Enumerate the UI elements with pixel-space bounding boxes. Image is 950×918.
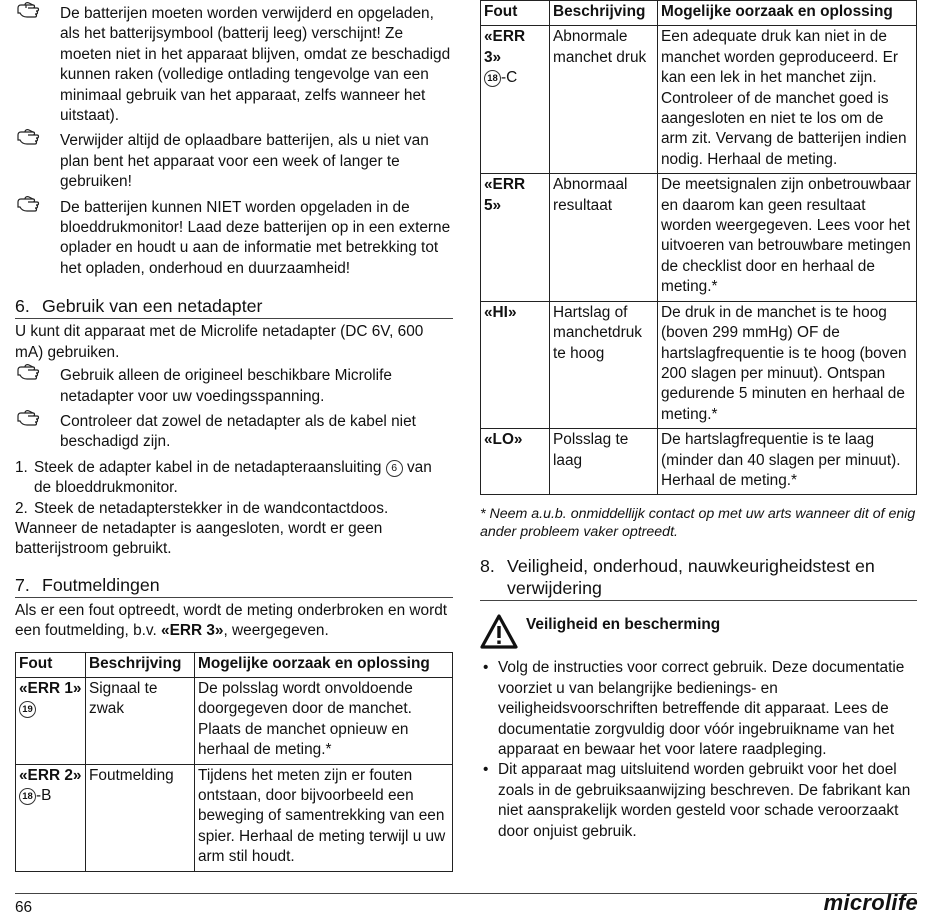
reference-number: 6 xyxy=(386,460,403,477)
section-heading xyxy=(480,555,917,601)
error-code-cell xyxy=(16,677,86,764)
bullet-text: De batterijen moeten worden verwijderd en opgeladen, als het batterijsymbool (batterij leeg) verschijnt! Ze moeten niet in het apparaat blijven, omdat ze beschadigd kunnen raken (volledige ontlading tengevolge van een minimaal gebruik van het apparaat, zelfs wanneer het uitstaat). xyxy=(60,5,451,125)
step-text: van de bloeddrukmonitor. xyxy=(34,458,432,497)
note-bullet xyxy=(15,366,453,407)
subheading-title: Veiligheid en bescherming xyxy=(526,616,721,634)
reference-suffix: -C xyxy=(501,69,518,87)
footer-divider xyxy=(15,893,917,894)
brand-logo: microlife xyxy=(823,890,918,915)
error-code-cell: «LO» xyxy=(481,429,550,495)
reference-number: 18 xyxy=(19,788,36,805)
bullet-text: Controleer dat zowel de netadapter als de kabel niet beschadigd zijn. xyxy=(60,412,416,451)
section-number: 8. xyxy=(480,556,495,577)
footnote: * Neem a.u.b. onmiddellijk contact op met uw arts wanneer dit of enig ander probleem vaker optreedt. xyxy=(480,506,916,540)
description-cell: Foutmelding xyxy=(86,764,195,871)
reference-number: 19 xyxy=(19,701,36,718)
error-code-cell: «HI» xyxy=(481,301,550,428)
column-header: Mogelijke oorzaak en oplossing xyxy=(195,652,453,677)
pointing-hand-icon xyxy=(17,362,45,382)
section-heading xyxy=(15,574,453,598)
error-code-cell: «ERR 5» xyxy=(481,174,550,301)
paragraph-text: , weergegeven. xyxy=(223,622,329,640)
section-title: Gebruik van een netadapter xyxy=(42,296,263,317)
column-header: Beschrijving xyxy=(86,652,195,677)
table-row xyxy=(16,677,453,764)
note-bullet xyxy=(15,412,453,453)
list-item xyxy=(480,760,917,842)
section-title: Foutmeldingen xyxy=(42,574,160,595)
description-cell: Hartslag of manchetdruk te hoog xyxy=(550,301,658,428)
error-code: «ERR 3» xyxy=(161,622,224,640)
left-column xyxy=(15,0,453,872)
solution-cell: De hartslagfrequentie is te laag (minder dan 40 slagen per minuut). Herhaal de meting.* xyxy=(658,429,917,495)
pointing-hand-icon xyxy=(17,127,45,147)
table-header-row xyxy=(16,652,453,677)
table-row xyxy=(481,429,917,495)
pointing-hand-icon xyxy=(17,408,45,428)
paragraph xyxy=(15,601,453,642)
list-item-text: Volg de instructies voor correct gebruik. Deze documentatie voorziet u van belangrijke bedienings- en veiligheidsvoorschriften betreffende dit apparaat. Lees de documentatie zorgvuldig door vóór ingebruikname van het apparaat en bewaar het voor latere raadpleging. xyxy=(498,659,905,758)
bullet-dot: • xyxy=(483,761,489,779)
numbered-step xyxy=(15,499,453,519)
paragraph-text: Als er een fout optreedt, wordt de meting onderbroken en wordt een foutmelding, b.v. xyxy=(15,601,448,640)
solution-cell: De meetsignalen zijn onbetrouwbaar en daarom kan geen resultaat worden weergegeven. Lees voor het uitvoeren van betrouwbare metingen de checklist door en herhaal de meting.* xyxy=(658,174,917,301)
pointing-hand-icon xyxy=(17,0,45,20)
error-code: «ERR 2» xyxy=(19,766,82,784)
column-header: Beschrijving xyxy=(550,1,658,26)
table-row xyxy=(481,26,917,174)
step-text: Steek de adapter kabel in de netadapteraansluiting xyxy=(34,458,382,476)
section-heading xyxy=(15,295,453,319)
table-header-row xyxy=(481,1,917,26)
error-table xyxy=(15,652,453,872)
pointing-hand-icon xyxy=(17,194,45,214)
section-number: 7. xyxy=(15,574,30,595)
section-number: 6. xyxy=(15,296,30,317)
description-cell: Signaal te zwak xyxy=(86,677,195,764)
warning-triangle-icon xyxy=(480,614,518,650)
reference-suffix: -B xyxy=(36,787,52,804)
paragraph: Wanneer de netadapter is aangesloten, wordt er geen batterijstroom gebruikt. xyxy=(15,519,383,558)
column-header: Fout xyxy=(16,652,86,677)
bullet-text: Gebruik alleen de origineel beschikbare Microlife netadapter voor uw voedingsspanning. xyxy=(60,367,392,405)
error-code: «ERR 3» xyxy=(484,28,526,66)
solution-cell: Een adequate druk kan niet in de manchet worden geproduceerd. Er kan een lek in het manchet zijn. Controleer of de manchet goed is aangesloten en niet te los om de arm zit. Vervang de batterijen indien nodig. Herhaal de meting. xyxy=(658,26,917,174)
list-item xyxy=(480,658,917,760)
step-number: 2. xyxy=(15,499,28,517)
solution-cell: De polsslag wordt onvoldoende doorgegeven door de manchet. Plaats de manchet opnieuw en herhaal de meting.* xyxy=(195,677,453,764)
column-header: Mogelijke oorzaak en oplossing xyxy=(658,1,917,26)
step-text: Steek de netadapterstekker in de wandcontactdoos. xyxy=(34,499,389,517)
safety-subheading xyxy=(480,614,917,658)
numbered-step xyxy=(15,458,453,499)
list-item-text: Dit apparaat mag uitsluitend worden gebruikt voor het doel zoals in de gebruiksaanwijzing beschreven. De fabrikant kan niet aansprakelijk worden gesteld voor schade veroorzaakt door onjuist gebruik. xyxy=(498,761,911,840)
description-cell: Abnormale manchet druk xyxy=(550,26,658,174)
description-cell: Abnormaal resultaat xyxy=(550,174,658,301)
note-bullet xyxy=(15,131,453,192)
page-number: 66 xyxy=(15,899,33,916)
bullet-dot: • xyxy=(483,659,489,677)
step-number: 1. xyxy=(15,458,28,476)
description-cell: Polsslag te laag xyxy=(550,429,658,495)
bullet-text: Verwijder altijd de oplaadbare batterijen, als u niet van plan bent het apparaat voor een week of langer te gebruiken! xyxy=(60,132,429,191)
error-code: «ERR 1» xyxy=(19,679,82,697)
column-header: Fout xyxy=(481,1,550,26)
table-row xyxy=(16,764,453,871)
error-code-cell xyxy=(481,26,550,174)
solution-cell: De druk in de manchet is te hoog (boven 299 mmHg) OF de hartslagfrequentie is te hoog (boven 200 slagen per minuut). Ontspan gedurende 5 minuten en herhaal de meting.* xyxy=(658,301,917,428)
note-bullet xyxy=(15,4,453,126)
reference-number: 18 xyxy=(484,70,501,87)
table-row xyxy=(481,301,917,428)
paragraph: U kunt dit apparaat met de Microlife netadapter (DC 6V, 600 mA) gebruiken. xyxy=(15,323,424,361)
error-code-cell xyxy=(16,764,86,871)
section-title: Veiligheid, onderhoud, nauwkeurigheidstest en verwijdering xyxy=(507,556,875,599)
error-table xyxy=(480,0,917,495)
table-row xyxy=(481,174,917,301)
right-column xyxy=(480,0,917,842)
bullet-text: De batterijen kunnen NIET worden opgeladen in de bloeddrukmonitor! Laad deze batterijen op in een externe oplader en houdt u aan de informatie met betrekking tot het opladen, onderhoud en duurzaamheid! xyxy=(60,198,451,277)
solution-cell: Tijdens het meten zijn er fouten ontstaan, door bijvoorbeeld een beweging of samentrekking van een spier. Herhaal de meting terwijl u uw arm stil houdt. xyxy=(195,764,453,871)
note-bullet xyxy=(15,198,453,280)
